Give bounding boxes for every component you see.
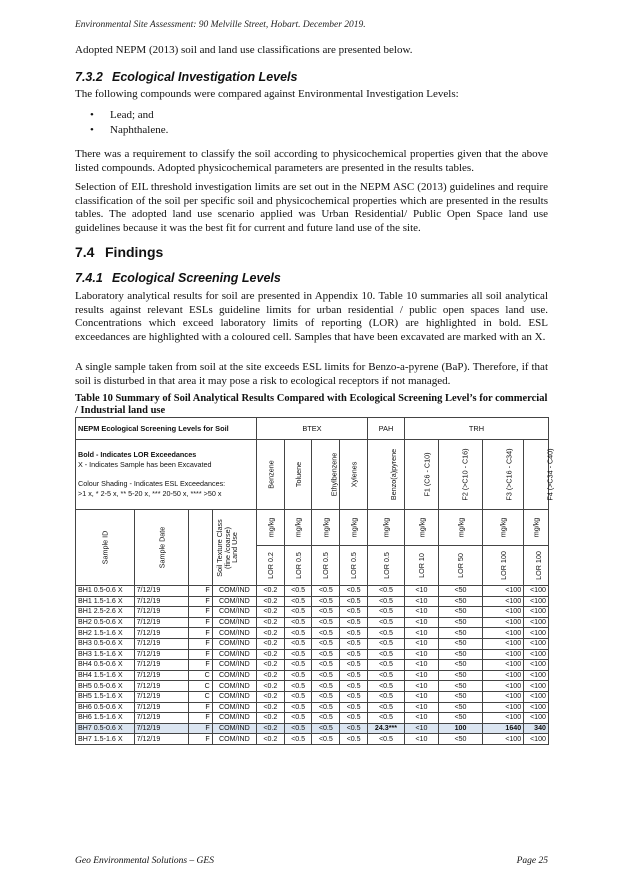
table-cell: <0.5 — [340, 607, 368, 618]
table-row — [76, 670, 549, 681]
table-cell: <100 — [524, 586, 549, 597]
lor-cell: LOR 0.5 — [321, 552, 331, 579]
table-cell: <0.5 — [284, 681, 312, 692]
table-row — [76, 681, 549, 692]
analyte-header-row — [76, 440, 549, 510]
unit-cell: mg/kg — [531, 517, 541, 538]
table-cell: 7/12/19 — [134, 691, 188, 702]
table-cell: <0.5 — [312, 607, 340, 618]
table-cell: F — [189, 702, 213, 713]
table-cell: <0.2 — [256, 702, 284, 713]
table-cell: <0.2 — [256, 617, 284, 628]
table-cell: <50 — [438, 691, 482, 702]
eil-selection-paragraph: Selection of EIL threshold investigation limits are set out in the NEPM ASC (2013) guidelines and require classification of the soil per specific soil and physicochemical properties which are presented in the results tables. The adopted land use scenario applied was Urban Residential/ Public Open Space land use guidelines because it was the best fit for current and future land use of the site. — [75, 181, 548, 234]
table-cell: COM/IND — [212, 660, 256, 671]
table-cell: <0.5 — [367, 607, 404, 618]
table-cell: <100 — [524, 713, 549, 724]
esl-results-paragraph: Laboratory analytical results for soil are presented in Appendix 10. Table 10 summaries all soil analytical results against relevant ESLs guideline limits for urban residential / public open spaces land use. Concentrations which exceed laboratory limits of reporting (LOR) are highlighted in bold. ESL exceedances are highlighted with a coloured cell. Samples that have been excavated are marked with an X. — [75, 290, 548, 343]
table-cell: <0.5 — [340, 617, 368, 628]
table-cell: 100 — [438, 723, 482, 734]
table-cell: <0.5 — [340, 586, 368, 597]
table-cell: 7/12/19 — [134, 628, 188, 639]
table-cell: COM/IND — [212, 607, 256, 618]
table-cell: <0.5 — [284, 638, 312, 649]
table-cell: 24.3*** — [367, 723, 404, 734]
analyte-header: Ethylbenzene — [329, 452, 339, 497]
table-cell: <0.5 — [367, 681, 404, 692]
unit-cell: mg/kg — [265, 517, 275, 538]
col-header-soil-texture: Soil Texture Class (fine /coarse) — [215, 518, 233, 577]
table-cell: C — [189, 670, 213, 681]
table-cell: <100 — [524, 691, 549, 702]
table-cell: 340 — [524, 723, 549, 734]
table-cell: <0.2 — [256, 649, 284, 660]
table-cell: 7/12/19 — [134, 713, 188, 724]
table-cell: 7/12/19 — [134, 586, 188, 597]
table-cell: <0.2 — [256, 723, 284, 734]
table-cell: <0.5 — [367, 713, 404, 724]
table-title-cell: NEPM Ecological Screening Levels for Soil — [76, 418, 257, 440]
table-cell: <0.5 — [367, 596, 404, 607]
table-cell: <10 — [404, 734, 438, 745]
table-row — [76, 607, 549, 618]
table-row — [76, 713, 549, 724]
table-cell: <10 — [404, 723, 438, 734]
table-cell: <0.2 — [256, 681, 284, 692]
table-cell: <0.2 — [256, 691, 284, 702]
table-cell: 7/12/19 — [134, 638, 188, 649]
compound-list — [90, 108, 168, 138]
table-cell: <10 — [404, 607, 438, 618]
table-cell: <0.5 — [312, 670, 340, 681]
heading-number: 7.4.1 — [75, 271, 103, 285]
table-cell: COM/IND — [212, 617, 256, 628]
sample-id-cell: BH7 0.5-0.6 X — [76, 723, 135, 734]
table-cell: <0.5 — [312, 734, 340, 745]
table-cell: 7/12/19 — [134, 660, 188, 671]
table-row — [76, 628, 549, 639]
table-group-header-row — [76, 418, 549, 440]
analyte-header: Xylenes — [349, 461, 359, 488]
table-row — [76, 691, 549, 702]
table-cell: F — [189, 586, 213, 597]
unit-cell: mg/kg — [293, 517, 303, 538]
table-cell: <0.5 — [284, 628, 312, 639]
table-cell: F — [189, 617, 213, 628]
table-cell: <50 — [438, 617, 482, 628]
table-cell: <0.2 — [256, 660, 284, 671]
table-cell: <100 — [524, 617, 549, 628]
table-cell: <100 — [483, 681, 524, 692]
table-cell: <10 — [404, 638, 438, 649]
unit-cell: mg/kg — [498, 517, 508, 538]
table-cell: <0.5 — [284, 586, 312, 597]
table-caption: Table 10 Summary of Soil Analytical Results Compared with Ecological Screening Level’s for commercial / Industrial land use — [75, 393, 548, 416]
table-cell: F — [189, 607, 213, 618]
analyte-header: F1 (C6 - C10) — [422, 452, 432, 497]
table-cell: <0.5 — [284, 617, 312, 628]
table-cell: COM/IND — [212, 713, 256, 724]
table-cell: <10 — [404, 586, 438, 597]
unit-cell: mg/kg — [416, 517, 426, 538]
table-cell: <100 — [483, 670, 524, 681]
table-cell: 7/12/19 — [134, 670, 188, 681]
table-row — [76, 702, 549, 713]
heading-title: Ecological Investigation Levels — [112, 70, 298, 84]
table-cell: <0.5 — [284, 596, 312, 607]
table-cell: <0.5 — [284, 691, 312, 702]
sample-id-cell: BH1 1.5-1.6 X — [76, 596, 135, 607]
sample-id-cell: BH1 0.5-0.6 X — [76, 586, 135, 597]
soil-results-table-wrapper — [75, 417, 555, 745]
table-cell: <100 — [483, 638, 524, 649]
table-row — [76, 596, 549, 607]
table-cell: <100 — [524, 638, 549, 649]
unit-cell: mg/kg — [349, 517, 359, 538]
lor-cell: LOR 50 — [455, 553, 465, 578]
table-cell: <0.5 — [312, 638, 340, 649]
heading-7-3-2 — [75, 70, 297, 84]
table-cell: <100 — [483, 691, 524, 702]
table-cell: <0.5 — [340, 628, 368, 639]
table-cell: <0.5 — [312, 681, 340, 692]
table-cell: <0.5 — [284, 713, 312, 724]
table-cell: <0.5 — [312, 702, 340, 713]
table-cell: <10 — [404, 660, 438, 671]
table-cell: F — [189, 638, 213, 649]
table-cell: <0.5 — [312, 628, 340, 639]
sample-id-cell: BH1 2.5-2.6 X — [76, 607, 135, 618]
table-cell: <50 — [438, 713, 482, 724]
table-legend — [76, 440, 257, 510]
table-cell: <0.2 — [256, 670, 284, 681]
table-cell: <10 — [404, 628, 438, 639]
table-body — [76, 586, 549, 745]
table-cell: <100 — [524, 734, 549, 745]
unit-cell: mg/kg — [381, 517, 391, 538]
table-cell: C — [189, 691, 213, 702]
physicochemical-paragraph: There was a requirement to classify the soil according to physicochemical properties given that the above listed compounds. Adopted physicochemical parameters are presented in the results tables. — [75, 148, 548, 174]
table-cell: <50 — [438, 702, 482, 713]
table-cell: <100 — [483, 734, 524, 745]
table-cell: <0.5 — [340, 723, 368, 734]
table-cell: <0.5 — [340, 713, 368, 724]
table-cell: <100 — [524, 660, 549, 671]
table-cell: C — [189, 681, 213, 692]
table-cell: <0.5 — [312, 586, 340, 597]
lor-cell: LOR 100 — [534, 551, 544, 580]
table-cell: <0.5 — [367, 617, 404, 628]
table-cell: <10 — [404, 681, 438, 692]
table-cell: <0.5 — [340, 670, 368, 681]
table-cell: <0.5 — [284, 723, 312, 734]
table-cell: <10 — [404, 702, 438, 713]
table-cell: COM/IND — [212, 596, 256, 607]
table-cell: <100 — [483, 649, 524, 660]
table-cell: <100 — [483, 607, 524, 618]
table-cell: COM/IND — [212, 702, 256, 713]
table-cell: <100 — [483, 660, 524, 671]
table-cell: <0.5 — [340, 638, 368, 649]
table-cell: F — [189, 649, 213, 660]
table-cell: <0.5 — [312, 649, 340, 660]
sample-id-cell: BH4 1.5-1.6 X — [76, 670, 135, 681]
table-cell: <50 — [438, 596, 482, 607]
heading-title: Findings — [105, 244, 164, 260]
col-header-land-use: Land Use — [229, 532, 239, 563]
table-cell: 7/12/19 — [134, 607, 188, 618]
table-cell: COM/IND — [212, 681, 256, 692]
analyte-header: F4 (>C34 - C40) — [545, 448, 555, 501]
heading-title: Ecological Screening Levels — [112, 271, 281, 285]
col-header-sample-id: Sample ID — [100, 530, 110, 565]
table-cell: <0.5 — [367, 649, 404, 660]
table-cell: <0.2 — [256, 638, 284, 649]
group-btex: BTEX — [256, 418, 367, 440]
table-cell: <50 — [438, 607, 482, 618]
sample-id-cell: BH5 1.5-1.6 X — [76, 691, 135, 702]
table-cell: <0.5 — [312, 691, 340, 702]
lor-cell: LOR 100 — [498, 551, 508, 580]
table-cell: <100 — [524, 628, 549, 639]
analyte-header: Toluene — [293, 461, 303, 488]
table-cell: COM/IND — [212, 638, 256, 649]
sample-id-cell: BH2 0.5-0.6 X — [76, 617, 135, 628]
table-cell: F — [189, 660, 213, 671]
table-cell: <50 — [438, 649, 482, 660]
running-header: Environmental Site Assessment: 90 Melville Street, Hobart. December 2019. — [75, 20, 366, 30]
table-cell: COM/IND — [212, 723, 256, 734]
table-cell: <0.2 — [256, 628, 284, 639]
table-cell: 7/12/19 — [134, 617, 188, 628]
table-cell: <100 — [524, 596, 549, 607]
group-pah: PAH — [367, 418, 404, 440]
table-row — [76, 660, 549, 671]
table-cell: COM/IND — [212, 670, 256, 681]
table-cell: 7/12/19 — [134, 702, 188, 713]
sample-id-cell: BH3 1.5-1.6 X — [76, 649, 135, 660]
table-cell: <0.5 — [367, 586, 404, 597]
group-trh: TRH — [404, 418, 548, 440]
table-cell: <0.5 — [340, 660, 368, 671]
table-cell: <0.5 — [340, 649, 368, 660]
table-cell: <0.5 — [340, 681, 368, 692]
table-cell: <100 — [524, 681, 549, 692]
legend-shading-line: Colour Shading - Indicates ESL Exceedances: — [78, 479, 226, 488]
unit-cell: mg/kg — [455, 517, 465, 538]
table-row — [76, 649, 549, 660]
heading-number: 7.3.2 — [75, 70, 103, 84]
table-cell: <0.5 — [367, 638, 404, 649]
table-row — [76, 723, 549, 734]
legend-excavated-line: X - Indicates Sample has been Excavated — [78, 460, 212, 469]
table-cell: <0.5 — [284, 660, 312, 671]
heading-7-4-1 — [75, 271, 281, 285]
table-row — [76, 734, 549, 745]
table-cell: <0.5 — [340, 596, 368, 607]
table-cell: 7/12/19 — [134, 734, 188, 745]
table-row — [76, 586, 549, 597]
table-cell: <50 — [438, 586, 482, 597]
table-cell: <10 — [404, 713, 438, 724]
table-cell: <0.5 — [312, 723, 340, 734]
table-cell: <50 — [438, 670, 482, 681]
table-cell: COM/IND — [212, 628, 256, 639]
table-cell: <100 — [524, 649, 549, 660]
table-cell: <100 — [483, 586, 524, 597]
sample-id-cell: BH5 0.5-0.6 X — [76, 681, 135, 692]
table-cell: <0.5 — [367, 691, 404, 702]
table-cell: <10 — [404, 617, 438, 628]
table-cell: 7/12/19 — [134, 723, 188, 734]
table-cell: <0.5 — [312, 596, 340, 607]
table-cell: <50 — [438, 628, 482, 639]
table-cell: COM/IND — [212, 691, 256, 702]
analyte-header: Benzene — [266, 460, 276, 489]
table-cell: <0.5 — [367, 702, 404, 713]
table-cell: F — [189, 713, 213, 724]
table-cell: <50 — [438, 638, 482, 649]
table-cell: F — [189, 628, 213, 639]
table-cell: <0.5 — [284, 702, 312, 713]
table-cell: <50 — [438, 681, 482, 692]
heading-number: 7.4 — [75, 244, 95, 260]
legend-bold-line: Bold - Indicates LOR Exceedances — [78, 450, 197, 459]
table-cell: <10 — [404, 649, 438, 660]
units-row — [76, 510, 549, 546]
running-footer-page-number: Page 25 — [516, 856, 548, 866]
table-cell: 7/12/19 — [134, 649, 188, 660]
lor-cell: LOR 0.5 — [293, 552, 303, 579]
table-cell: <100 — [483, 617, 524, 628]
table-cell: <0.2 — [256, 607, 284, 618]
table-cell: F — [189, 723, 213, 734]
table-cell: <100 — [524, 702, 549, 713]
running-footer-company: Geo Environmental Solutions – GES — [75, 856, 214, 866]
table-cell: <0.2 — [256, 734, 284, 745]
table-row — [76, 617, 549, 628]
table-cell: <100 — [524, 670, 549, 681]
table-cell: <0.2 — [256, 586, 284, 597]
list-item: • Naphthalene. — [90, 123, 168, 138]
lor-cell: LOR 0.5 — [381, 552, 391, 579]
bap-exceedance-paragraph: A single sample taken from soil at the site exceeds ESL limits for Benzo-a-pyrene (BaP). Therefore, if that soil is disturbed in that area it may pose a risk to ecological receptors if not managed. — [75, 361, 548, 387]
eil-lead-paragraph: The following compounds were compared against Environmental Investigation Levels: — [75, 88, 459, 100]
table-cell: 7/12/19 — [134, 596, 188, 607]
table-cell: <100 — [483, 596, 524, 607]
table-cell: <100 — [483, 628, 524, 639]
legend-multiplier-line: >1 x, * 2-5 x, ** 5-20 x, *** 20-50 x, **** >50 x — [78, 489, 222, 498]
table-cell: <0.5 — [284, 649, 312, 660]
sample-id-cell: BH6 1.5-1.6 X — [76, 713, 135, 724]
table-row — [76, 638, 549, 649]
sample-id-cell: BH7 1.5-1.6 X — [76, 734, 135, 745]
table-cell: <100 — [524, 607, 549, 618]
table-cell: F — [189, 596, 213, 607]
table-cell: COM/IND — [212, 734, 256, 745]
table-cell: <0.5 — [284, 607, 312, 618]
table-cell: F — [189, 734, 213, 745]
table-cell: <0.5 — [340, 734, 368, 745]
table-cell: <50 — [438, 734, 482, 745]
unit-cell: mg/kg — [321, 517, 331, 538]
lor-cell: LOR 10 — [416, 553, 426, 578]
table-cell: <10 — [404, 596, 438, 607]
table-cell: <0.5 — [312, 713, 340, 724]
table-cell: <0.5 — [367, 660, 404, 671]
sample-id-cell: BH6 0.5-0.6 X — [76, 702, 135, 713]
table-cell: <0.5 — [367, 670, 404, 681]
table-cell: <0.2 — [256, 596, 284, 607]
lor-cell: LOR 0.5 — [349, 552, 359, 579]
table-cell: 1640 — [483, 723, 524, 734]
lor-cell: LOR 0.2 — [265, 552, 275, 579]
table-cell: <0.5 — [367, 628, 404, 639]
table-cell: <0.5 — [312, 660, 340, 671]
table-cell: <50 — [438, 660, 482, 671]
col-header-sample-date: Sample Date — [156, 526, 166, 569]
intro-paragraph: Adopted NEPM (2013) soil and land use classifications are presented below. — [75, 44, 413, 56]
table-cell: <0.5 — [340, 702, 368, 713]
table-cell: COM/IND — [212, 649, 256, 660]
table-cell: <0.5 — [284, 734, 312, 745]
table-cell: <0.5 — [312, 617, 340, 628]
analyte-header: F3 (>C16 - C34) — [504, 448, 514, 501]
table-cell: <10 — [404, 670, 438, 681]
list-item: • Lead; and — [90, 108, 168, 123]
sample-id-cell: BH3 0.5-0.6 X — [76, 638, 135, 649]
sample-id-cell: BH4 0.5-0.6 X — [76, 660, 135, 671]
table-cell: 7/12/19 — [134, 681, 188, 692]
heading-7-4 — [75, 244, 163, 260]
soil-results-table — [75, 417, 555, 745]
table-cell: <10 — [404, 691, 438, 702]
analyte-header: F2 (>C10 - C16) — [460, 448, 470, 501]
table-cell: <0.5 — [367, 734, 404, 745]
table-cell: <100 — [483, 702, 524, 713]
table-cell: <100 — [483, 713, 524, 724]
table-cell: COM/IND — [212, 586, 256, 597]
table-cell: <0.5 — [284, 670, 312, 681]
sample-id-cell: BH2 1.5-1.6 X — [76, 628, 135, 639]
analyte-header: Benzo(a)pyrene — [389, 448, 399, 501]
table-cell: <0.5 — [340, 691, 368, 702]
table-cell: <0.2 — [256, 713, 284, 724]
